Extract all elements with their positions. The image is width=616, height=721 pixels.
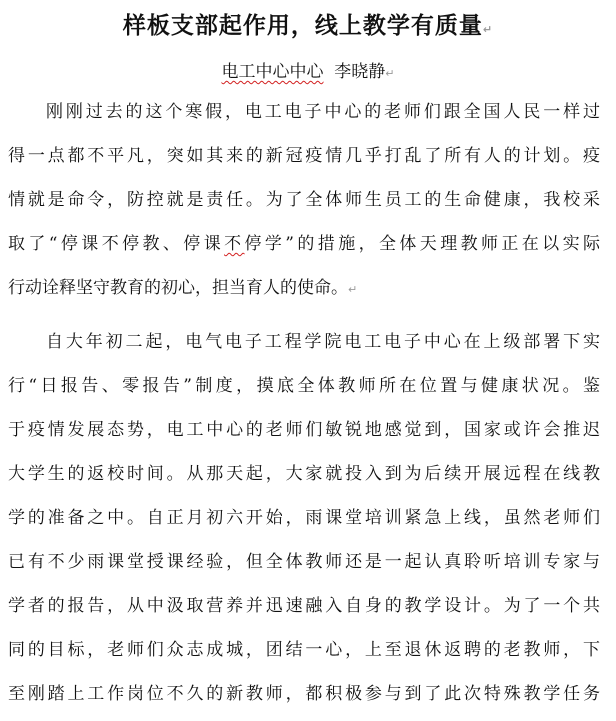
paragraph-1-line-4 — [8, 226, 600, 262]
paragraph-mark-icon: ↵ — [385, 67, 395, 80]
paragraph-1-line-1: 刚刚过去的这个寒假，电工电子中心的老师们跟全国人民一样过 — [46, 102, 600, 122]
byline — [0, 58, 616, 88]
paragraph-2-line-8: 同的目标，老师们众志成城，团结一心，上至退休返聘的老教师，下 — [8, 640, 600, 660]
paragraph-2-line-4: 大学生的返校时间。从那天起，大家就投入到为后续开展远程在线教 — [8, 464, 600, 484]
paragraph-1-line-5 — [8, 270, 600, 306]
paragraph-2-line-5: 学的准备之中。自正月初六开始，雨课堂培训紧急上线，虽然老师们 — [8, 508, 600, 528]
paragraph-2-line-6: 已有不少雨课堂授课经验，但全体教师还是一起认真聆听培训专家与 — [8, 552, 600, 572]
title-text: 样板支部起作用，线上教学有质量 — [122, 12, 483, 39]
paragraph-2-line-2: 行“日报告、零报告”制度，摸底全体教师所在位置与健康状况。鉴 — [8, 376, 600, 396]
paragraph-2-line-7: 学者的报告，从中汲取营养并迅速融入自身的教学设计。为了一个共 — [8, 596, 600, 616]
paragraph-1-line-3: 情就是命令，防控就是责任。为了全体师生员工的生命健康，我校采 — [8, 190, 600, 210]
paragraph-1-line-2: 得一点都不平凡，突如其来的新冠疫情几乎打乱了所有人的计划。疫 — [8, 146, 600, 166]
author-name: 李晓静 — [334, 62, 386, 82]
paragraph-2-line-3: 于疫情发展态势，电工中心的老师们敏锐地感觉到，国家或许会推迟 — [8, 420, 600, 440]
paragraph-2-line-9: 至刚踏上工作岗位不久的新教师，都积极参与到了此次特殊教学任务 — [8, 684, 600, 704]
paragraph-1-line-4-text: 取了“停课不停教、停课不停学”的措施，全体天理教师正在以实际 — [8, 234, 600, 254]
paragraph-2-line-1: 自大年初二起，电气电子工程学院电工电子中心在上级部署下实 — [46, 332, 600, 352]
document-title — [0, 8, 616, 48]
paragraph-mark-icon: ↵ — [482, 23, 494, 36]
paragraph-mark-icon: ↵ — [348, 283, 358, 296]
paragraph-1-line-5-text: 行动诠释坚守教育的初心，担当育人的使命。 — [8, 278, 348, 298]
author-org: 电工中心中心 — [221, 62, 324, 82]
spellcheck-flag: 不 — [224, 234, 245, 254]
